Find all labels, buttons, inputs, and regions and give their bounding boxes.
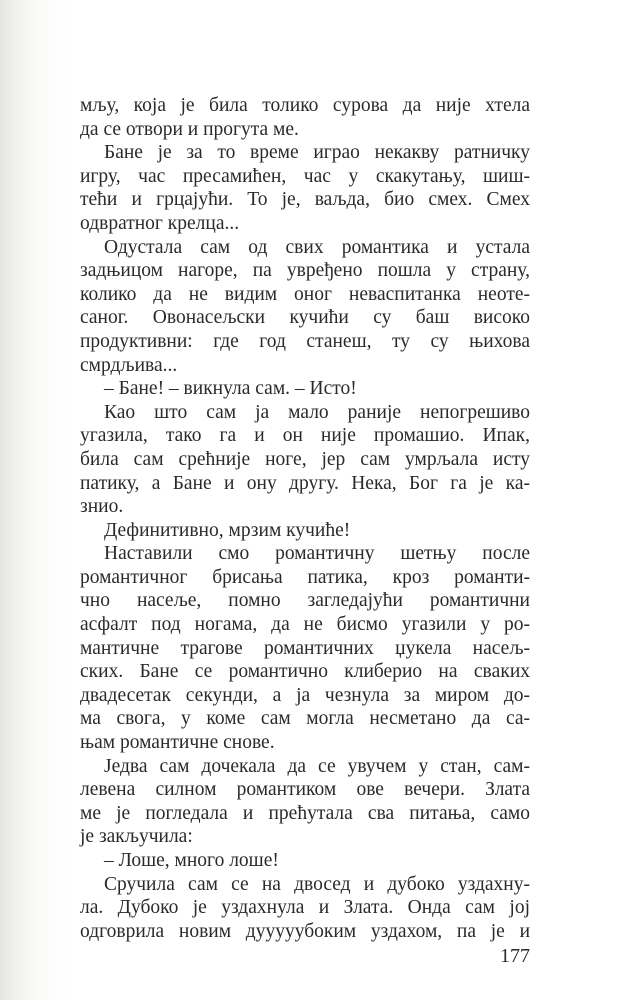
text-line: – Лоше, много лоше! — [104, 850, 279, 871]
text-line: Наставили смо романтичну шетњу после — [104, 543, 530, 565]
text-line: угазила, тако га и он није промашио. Ипак, — [80, 425, 530, 447]
text-line: Бане је за то време играо некакву ратничку — [104, 142, 530, 164]
text-line: знио. — [80, 496, 124, 518]
text-line: ма свога, у коме сам могла несметано да са- — [80, 708, 530, 730]
text-line: продуктивни: где год станеш, ту су њихова — [80, 330, 530, 352]
text-line: је закључила: — [80, 826, 193, 848]
text-line: ла. Дубоко је уздахнула и Злата. Онда сам јој — [80, 897, 530, 919]
text-line: Једва сам дочекала да се увучем у стан, сам- — [104, 755, 530, 777]
text-line: игру, час пресамићен, час у скакутању, шиш- — [80, 165, 530, 187]
text-line: одвратног крелца... — [80, 212, 240, 234]
text-line: чно насеље, помно загледајући романтични — [80, 590, 530, 612]
text-line: Сручила сам се на двосед и дубоко уздахну- — [104, 873, 530, 895]
text-line: ме је погледала и прећутала сва питања, само — [80, 802, 530, 824]
text-line: задњицом нагоре, па увређено пошла у страну, — [80, 260, 530, 282]
text-line: одговрила новим дууууубоким уздахом, па је и — [80, 920, 530, 942]
text-line: Дефинитивно, мрзим кучиће! — [104, 519, 351, 541]
text-line: Као што сам ја мало раније непогрешиво — [104, 401, 530, 423]
text-line: њам романтичне снове. — [80, 732, 275, 754]
text-line: смрдљива... — [80, 354, 178, 376]
text-line: двадесетак секунди, а ја чезнула за миром до- — [80, 684, 530, 706]
text-line: Одустала сам од свих романтика и устала — [104, 236, 530, 258]
body-text — [80, 94, 530, 943]
text-line: саног. Овонасељски кучићи су баш високо — [80, 307, 530, 329]
text-line: мантичне трагове романтичних џукела насељ- — [80, 637, 530, 659]
text-line: била сам срећније ноге, јер сам умрљала исту — [80, 448, 530, 470]
text-line: левена силном романтиком ове вечери. Злата — [80, 779, 530, 801]
text-line: колико да не видим оног неваспитанка неоте- — [80, 283, 530, 305]
text-line: романтичног брисања патика, кроз романти- — [80, 566, 530, 588]
page-number: 177 — [500, 945, 530, 967]
text-line: да се отвори и прогута ме. — [80, 118, 299, 140]
text-line: – Бане! – викнула сам. – Исто! — [104, 378, 357, 400]
text-line: асфалт под ногама, да не бисмо угазили у ро- — [80, 614, 530, 636]
text-line: мљу, која је била толико сурова да није хтела — [80, 95, 530, 116]
text-line: ских. Бане се романтично клиберио на свaких — [80, 661, 530, 683]
text-line: тећи и грцајући. То је, ваљда, био смех. Смех — [80, 189, 530, 211]
text-line: патику, а Бане и ону другу. Нека, Бог га је ка- — [80, 472, 530, 494]
